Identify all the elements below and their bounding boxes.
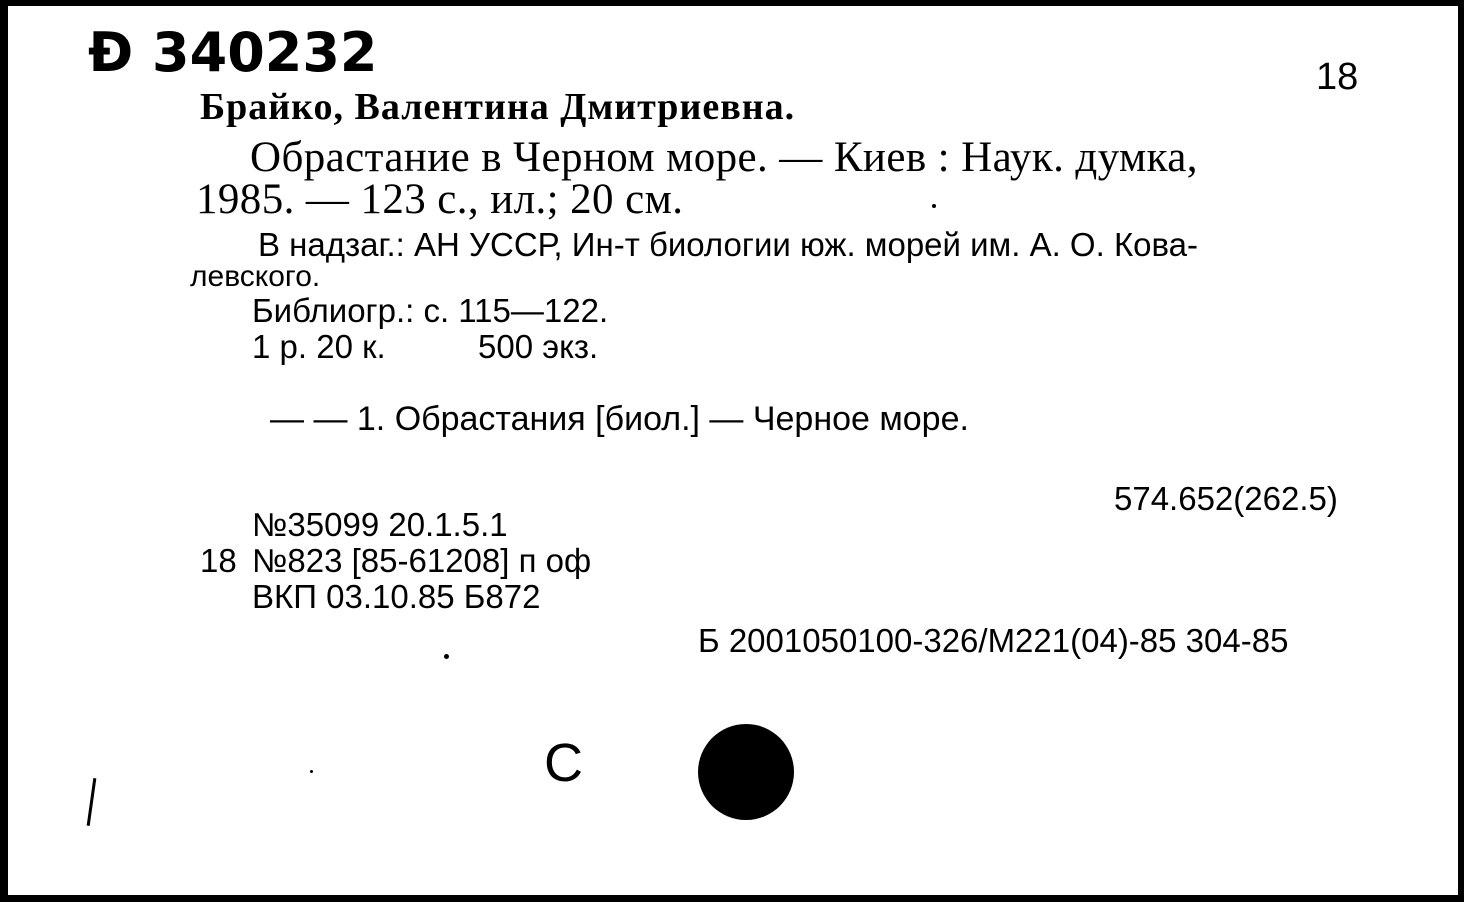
order-line-2-prefix: 18 (200, 542, 237, 579)
note-line-1: В надзаг.: АН УССР, Ин-т биологии юж. морей им. А. О. Кова- (258, 226, 1199, 263)
order-line-3: ВКП 03.10.85 Б872 (252, 578, 541, 615)
print-run: 500 экз. (478, 328, 599, 365)
speck-2 (932, 204, 936, 208)
speck-3 (310, 770, 313, 773)
bibliography-note: Библиогр.: с. 115—122. (252, 292, 609, 329)
subject-heading: — — 1. Обрастания [биол.] — Черное море. (270, 400, 969, 438)
note-line-2: левского. (190, 260, 321, 293)
order-line-2: №823 [85-61208] п оф (252, 542, 592, 579)
shelfmark: Ð 340232 (88, 21, 378, 84)
order-line-1: №35099 20.1.5.1 (252, 506, 508, 543)
title-line-1: Обрастание в Черном море. — Киев : Наук. думка, (250, 134, 1198, 181)
title-line-2: 1985. — 123 с., ил.; 20 см. (196, 176, 684, 223)
pen-mark (87, 778, 97, 826)
price: 1 р. 20 к. (252, 328, 386, 365)
author-heading: Брайко, Валентина Дмитриевна. (200, 86, 796, 128)
catalog-code: Б 2001050100-326/М221(04)-85 304-85 (698, 622, 1289, 659)
speck-1 (444, 654, 449, 659)
punched-hole (698, 724, 794, 820)
letter-mark: С (544, 733, 583, 793)
card-number: 18 (1316, 56, 1359, 98)
classification-index: 574.652(262.5) (1114, 480, 1338, 517)
